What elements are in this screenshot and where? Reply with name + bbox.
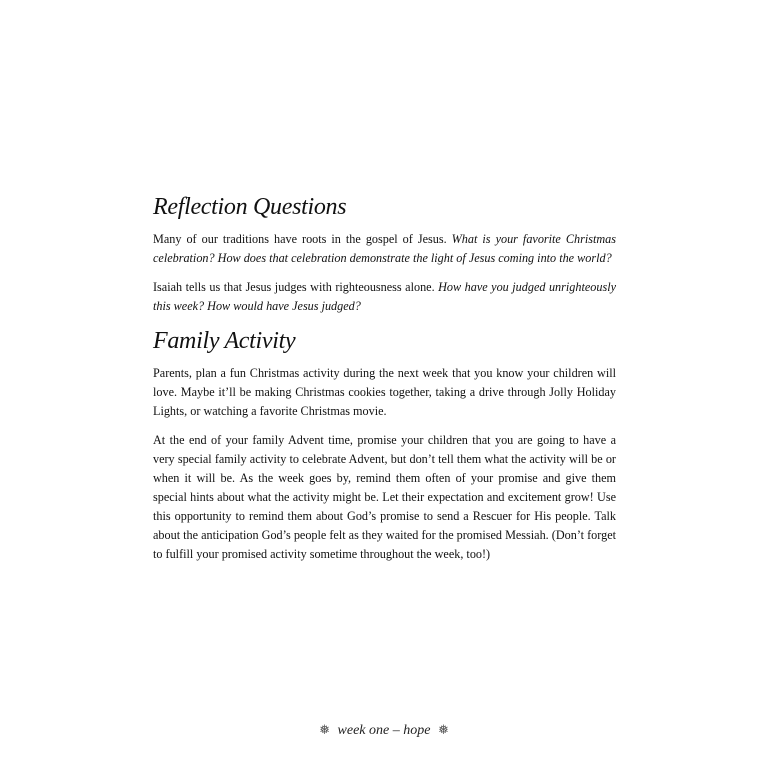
page-content xyxy=(153,192,616,574)
family-paragraph-2: At the end of your family Advent time, promise your children that you are going to have a very special family activity to celebrate Advent, but don’t tell them what the activity will be or when it will be. As the week goes by, remind them often of your promise and give them special hints about what the activity might be. Let their expectation and excitement grow! Use this opportunity to remind them about God’s promise to send a Rescuer for His people. Talk about the anticipation God’s people felt as they waited for the promised Messiah. (Don’t forget to fulfill your promised activity sometime throughout the week, too!) xyxy=(153,433,616,561)
snowflake-icon: ❅ xyxy=(437,722,449,737)
reflection-paragraph-1-question: What is your favorite Christmas celebration? How does that celebration demonstrate the light of Jesus coming into the world? xyxy=(153,232,616,265)
snowflake-icon: ❅ xyxy=(319,722,331,737)
reflection-paragraph-1-text: Many of our traditions have roots in the gospel of Jesus. xyxy=(153,232,452,246)
reflection-paragraph-2 xyxy=(153,278,616,316)
footer-text: week one – hope xyxy=(337,723,431,738)
reflection-paragraph-2-question: How have you judged unrighteously this week? How would have Jesus judged? xyxy=(153,280,616,313)
family-activity-heading: Family Activity xyxy=(153,328,296,354)
reflection-paragraph-1 xyxy=(153,230,616,268)
reflection-paragraph-2-text: Isaiah tells us that Jesus judges with righteousness alone. xyxy=(153,280,439,294)
page-footer xyxy=(0,720,768,741)
reflection-questions-heading: Reflection Questions xyxy=(153,194,347,220)
family-paragraph-1: Parents, plan a fun Christmas activity during the next week that you know your children will love. Maybe it’ll be making Christmas cookies together, taking a drive through Jolly Holiday Lights, or watching a favorite Christmas movie. xyxy=(153,366,616,418)
